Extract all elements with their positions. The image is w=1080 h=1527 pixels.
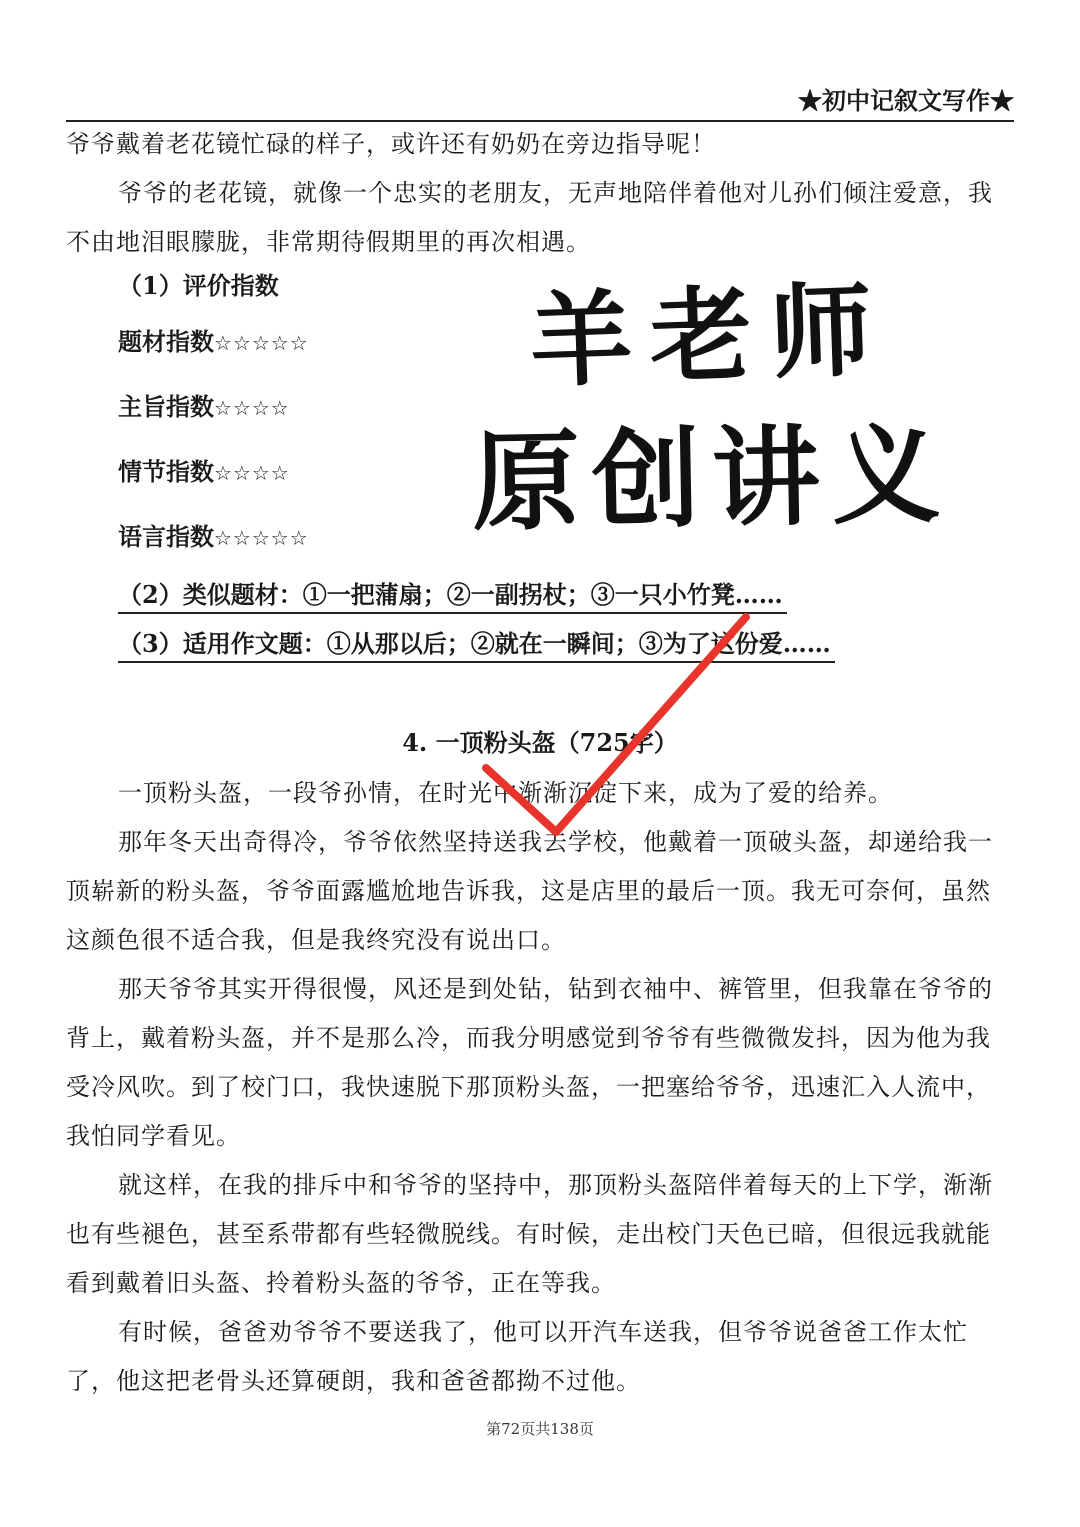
essay-paragraph: 那天爷爷其实开得很慢，风还是到处钻，钻到衣袖中、裤管里，但我靠在爷爷的背上，戴着粉头盔，并不是那么冷，而我分明感觉到爷爷有些微微发抖，因为他为我受冷风吹。到了校门口，我快速脱下那顶粉头盔，一把塞给爷爷，迅速汇入人流中，我怕同学看见。 xyxy=(66,975,993,1150)
rating-label: 题材指数 xyxy=(118,327,214,356)
essay-body xyxy=(66,769,1014,1406)
rating-plot xyxy=(118,456,290,489)
watermark-lecture-notes: 原创讲义 xyxy=(470,411,954,547)
intro-paragraph: 爷爷的老花镜，就像一个忠实的老朋友，无声地陪伴着他对儿孙们倾注爱意，我不由地泪眼朦胧，非常期待假期里的再次相遇。 xyxy=(66,179,993,256)
intro-line: 爷爷戴着老花镜忙碌的样子，或许还有奶奶在旁边指导呢！ xyxy=(66,130,716,158)
star-rating: ☆☆☆☆ xyxy=(214,461,290,485)
essay-title: 4. 一顶粉头盔（725字） xyxy=(402,728,678,757)
rating-main-idea xyxy=(118,391,290,424)
essay-paragraph: 有时候，爸爸劝爷爷不要送我了，他可以开汽车送我，但爷爷说爸爸工作太忙了，他这把老骨头还算硬朗，我和爸爸都拗不过他。 xyxy=(66,1318,968,1395)
page-footer xyxy=(0,1418,1080,1439)
header-title: ★初中记叙文写作★ xyxy=(798,86,1014,115)
rating-label: 情节指数 xyxy=(118,457,214,486)
page-number: 第72页共138页 xyxy=(486,1420,594,1438)
rating-label: 主旨指数 xyxy=(118,392,214,421)
star-rating: ☆☆☆☆☆ xyxy=(214,526,309,550)
applicable-titles: （3）适用作文题：①从那以后；②就在一瞬间；③为了这份爱…… xyxy=(118,627,835,663)
similar-topics: （2）类似题材：①一把蒲扇；②一副拐杖；③一只小竹凳…… xyxy=(118,578,787,614)
evaluation-heading: （1）评价指数 xyxy=(118,271,279,300)
watermark-teacher: 羊老师 xyxy=(528,269,892,403)
essay-paragraph: 那年冬天出奇得冷，爷爷依然坚持送我去学校，他戴着一顶破头盔，却递给我一顶崭新的粉头盔，爷爷面露尴尬地告诉我，这是店里的最后一顶。我无可奈何，虽然这颜色很不适合我，但是我终究没有说出口。 xyxy=(66,828,993,954)
intro-text xyxy=(66,120,1014,267)
rating-theme xyxy=(118,326,309,359)
star-rating: ☆☆☆☆ xyxy=(214,396,290,420)
rating-language xyxy=(118,521,309,554)
page-header xyxy=(66,84,1014,122)
essay-paragraph: 就这样，在我的排斥中和爷爷的坚持中，那顶粉头盔陪伴着每天的上下学，渐渐也有些褪色，甚至系带都有些轻微脱线。有时候，走出校门天色已暗，但很远我就能看到戴着旧头盔、拎着粉头盔的爷爷，正在等我。 xyxy=(66,1171,993,1297)
rating-label: 语言指数 xyxy=(118,522,214,551)
star-rating: ☆☆☆☆☆ xyxy=(214,331,309,355)
essay-paragraph: 一顶粉头盔，一段爷孙情，在时光中渐渐沉淀下来，成为了爱的给养。 xyxy=(118,779,893,807)
